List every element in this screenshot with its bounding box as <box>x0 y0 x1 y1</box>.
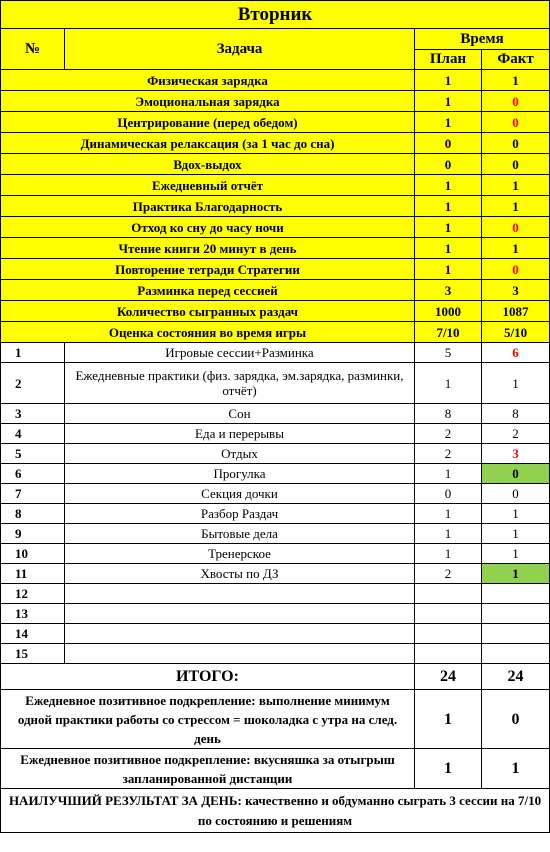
total-row <box>1 664 550 690</box>
practice-row <box>1 196 550 217</box>
activity-plan: 2 <box>415 444 482 464</box>
activity-fact: 1 <box>482 564 550 584</box>
practice-plan: 1 <box>415 238 482 259</box>
activity-fact <box>482 644 550 664</box>
activity-plan <box>415 604 482 624</box>
activity-row <box>1 363 550 404</box>
activity-plan: 1 <box>415 504 482 524</box>
total-label: ИТОГО: <box>1 664 415 690</box>
activity-row <box>1 604 550 624</box>
activity-row <box>1 564 550 584</box>
practice-task: Центрирование (перед обедом) <box>1 112 415 133</box>
reinforcement-fact: 1 <box>482 749 550 789</box>
practice-task: Динамическая релаксация (за 1 час до сна) <box>1 133 415 154</box>
activity-row <box>1 504 550 524</box>
activity-fact: 0 <box>482 464 550 484</box>
day-title: Вторник <box>1 1 550 29</box>
practice-plan: 1 <box>415 70 482 91</box>
reinforcement-row <box>1 690 550 749</box>
activity-row <box>1 584 550 604</box>
practice-fact: 1 <box>482 196 550 217</box>
activity-num: 11 <box>1 564 65 584</box>
activity-row <box>1 343 550 363</box>
activity-num: 8 <box>1 504 65 524</box>
best-result-row <box>1 789 550 833</box>
header-row-1 <box>1 29 550 50</box>
reinforcement-plan: 1 <box>415 690 482 749</box>
activity-num: 10 <box>1 544 65 564</box>
practice-row <box>1 70 550 91</box>
practice-fact: 0 <box>482 217 550 238</box>
activity-fact: 6 <box>482 343 550 363</box>
title-row <box>1 1 550 29</box>
practice-plan: 1 <box>415 112 482 133</box>
activity-row <box>1 404 550 424</box>
activity-fact: 1 <box>482 524 550 544</box>
reinforcement-fact: 0 <box>482 690 550 749</box>
practice-row <box>1 91 550 112</box>
reinforcement-text: Ежедневное позитивное подкрепление: вкусняшка за отыгрыш запланированной дистанции <box>1 749 415 789</box>
activity-fact: 0 <box>482 484 550 504</box>
activity-plan: 1 <box>415 524 482 544</box>
activity-fact <box>482 584 550 604</box>
activity-fact: 1 <box>482 504 550 524</box>
activity-num: 9 <box>1 524 65 544</box>
practice-task: Физическая зарядка <box>1 70 415 91</box>
reinforcement-row <box>1 749 550 789</box>
practice-task: Разминка перед сессией <box>1 280 415 301</box>
header-num: № <box>1 29 65 70</box>
activity-plan: 2 <box>415 564 482 584</box>
activity-task: Игровые сессии+Разминка <box>65 343 415 363</box>
activity-task: Еда и перерывы <box>65 424 415 444</box>
practice-fact: 0 <box>482 91 550 112</box>
activity-plan <box>415 624 482 644</box>
total-plan: 24 <box>415 664 482 690</box>
practice-row <box>1 259 550 280</box>
practice-row <box>1 301 550 322</box>
practice-fact: 1087 <box>482 301 550 322</box>
activity-task <box>65 604 415 624</box>
activity-row <box>1 464 550 484</box>
activity-row <box>1 544 550 564</box>
activity-plan: 1 <box>415 544 482 564</box>
practice-plan: 1 <box>415 175 482 196</box>
practice-plan: 3 <box>415 280 482 301</box>
activity-row <box>1 524 550 544</box>
practice-fact: 0 <box>482 259 550 280</box>
practice-fact: 1 <box>482 238 550 259</box>
activity-num: 1 <box>1 343 65 363</box>
header-time: Время <box>415 29 550 50</box>
reinforcement-text: Ежедневное позитивное подкрепление: выполнение минимум одной практики работы со стрессом = шоколадка с утра на след. день <box>1 690 415 749</box>
activity-fact <box>482 624 550 644</box>
activity-num: 5 <box>1 444 65 464</box>
practice-plan: 1 <box>415 217 482 238</box>
practice-fact: 1 <box>482 70 550 91</box>
activity-plan: 1 <box>415 464 482 484</box>
activity-fact: 2 <box>482 424 550 444</box>
practice-task: Вдох-выдох <box>1 154 415 175</box>
activity-plan <box>415 584 482 604</box>
activity-fact: 1 <box>482 544 550 564</box>
best-result-text: качественно и обдуманно сыграть 3 сессии на 7/10 по состоянию и решениям <box>197 792 542 828</box>
activity-row <box>1 444 550 464</box>
activity-task <box>65 584 415 604</box>
practice-task: Ежедневный отчёт <box>1 175 415 196</box>
practice-row <box>1 175 550 196</box>
practice-fact: 3 <box>482 280 550 301</box>
header-task: Задача <box>65 29 415 70</box>
activity-num: 15 <box>1 644 65 664</box>
activity-row <box>1 424 550 444</box>
practice-plan: 1 <box>415 91 482 112</box>
practice-fact: 0 <box>482 154 550 175</box>
total-fact: 24 <box>482 664 550 690</box>
activity-num: 14 <box>1 624 65 644</box>
practice-row <box>1 238 550 259</box>
activity-task: Тренерское <box>65 544 415 564</box>
activity-num: 6 <box>1 464 65 484</box>
practice-fact: 0 <box>482 133 550 154</box>
activity-task: Секция дочки <box>65 484 415 504</box>
practice-plan: 1000 <box>415 301 482 322</box>
activity-task: Бытовые дела <box>65 524 415 544</box>
activity-task: Сон <box>65 404 415 424</box>
activity-plan: 2 <box>415 424 482 444</box>
activity-task <box>65 624 415 644</box>
activity-task <box>65 644 415 664</box>
practice-task: Эмоциональная зарядка <box>1 91 415 112</box>
practice-task: Повторение тетради Стратегии <box>1 259 415 280</box>
activity-fact: 3 <box>482 444 550 464</box>
activity-row <box>1 624 550 644</box>
best-result-label: НАИЛУЧШИЙ РЕЗУЛЬТАТ ЗА ДЕНЬ: <box>8 792 242 808</box>
practice-fact: 0 <box>482 112 550 133</box>
best-result <box>1 789 550 833</box>
activity-task: Ежедневные практики (физ. зарядка, эм.зарядка, разминки, отчёт) <box>65 363 415 404</box>
practice-row <box>1 112 550 133</box>
activity-plan: 8 <box>415 404 482 424</box>
practice-plan: 0 <box>415 154 482 175</box>
activity-fact: 1 <box>482 363 550 404</box>
activity-task: Прогулка <box>65 464 415 484</box>
practice-row <box>1 322 550 343</box>
activity-plan: 0 <box>415 484 482 504</box>
practice-plan: 7/10 <box>415 322 482 343</box>
activity-num: 2 <box>1 363 65 404</box>
activity-fact <box>482 604 550 624</box>
activity-row <box>1 484 550 504</box>
practice-fact: 5/10 <box>482 322 550 343</box>
practice-task: Оценка состояния во время игры <box>1 322 415 343</box>
practice-task: Чтение книги 20 минут в день <box>1 238 415 259</box>
activity-row <box>1 644 550 664</box>
practice-plan: 1 <box>415 196 482 217</box>
practice-row <box>1 133 550 154</box>
activity-task: Отдых <box>65 444 415 464</box>
practice-task: Отход ко сну до часу ночи <box>1 217 415 238</box>
activity-num: 12 <box>1 584 65 604</box>
activity-plan <box>415 644 482 664</box>
activity-num: 4 <box>1 424 65 444</box>
practice-row <box>1 217 550 238</box>
practice-row <box>1 280 550 301</box>
activity-fact: 8 <box>482 404 550 424</box>
practice-plan: 1 <box>415 259 482 280</box>
practice-row <box>1 154 550 175</box>
activity-task: Хвосты по ДЗ <box>65 564 415 584</box>
reinforcement-plan: 1 <box>415 749 482 789</box>
activity-num: 3 <box>1 404 65 424</box>
activity-plan: 5 <box>415 343 482 363</box>
practice-plan: 0 <box>415 133 482 154</box>
practice-fact: 1 <box>482 175 550 196</box>
activity-task: Разбор Раздач <box>65 504 415 524</box>
activity-plan: 1 <box>415 363 482 404</box>
practice-task: Практика Благодарность <box>1 196 415 217</box>
header-fact: Факт <box>482 50 550 70</box>
header-plan: План <box>415 50 482 70</box>
practice-task: Количество сыгранных раздач <box>1 301 415 322</box>
activity-num: 13 <box>1 604 65 624</box>
activity-num: 7 <box>1 484 65 504</box>
